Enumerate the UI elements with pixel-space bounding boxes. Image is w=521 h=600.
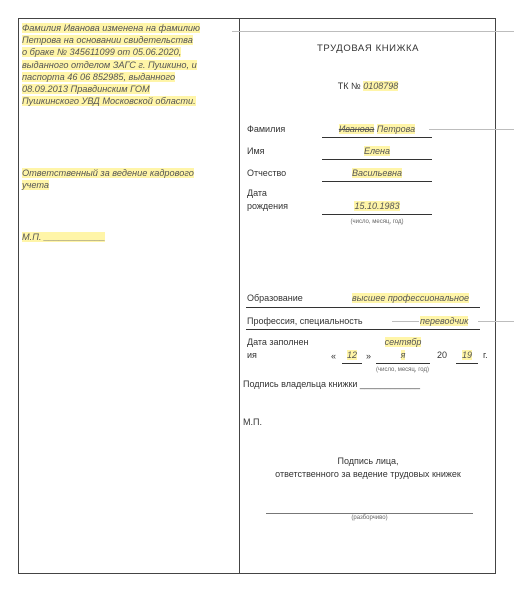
filled-label-line2: ия [247,350,257,360]
profession-value: переводчик [420,316,469,326]
note-line: о браке № 345611099 от 05.06.2020, [22,47,182,58]
filled-year: 19 [461,350,472,360]
profession-value-wrap [420,316,468,326]
surname-old: Иванова [338,124,375,134]
dob-label-line2: рождения [247,201,289,211]
filled-year-wrap [456,350,478,360]
patronymic-underline [322,181,432,182]
left-stamp-place [22,231,234,243]
series-prefix: ТК № [337,81,361,91]
right-mp-text: М.П. [243,417,262,427]
dob-value-wrap [322,201,432,211]
filled-year-prefix: 20 [437,350,448,360]
name-underline [322,159,432,160]
dob-underline [322,214,432,215]
responsible-note [22,167,234,191]
filled-month-line2-wrap [376,350,430,360]
filled-year-suffix: г. [483,350,488,360]
profession-callout-line [478,321,514,322]
profession-label: Профессия, специальность [247,316,363,326]
filled-year-underline [456,363,478,364]
responsible-line: учета [22,180,50,191]
note-line: Фамилия Иванова изменена на фамилию [22,23,200,33]
name-value: Елена [363,146,391,156]
surname-underline [322,137,432,138]
profession-guide-line [392,321,419,322]
patronymic-value-wrap [322,168,432,178]
series-number: 0108798 [363,81,399,91]
dob-hint: (число, месяц, год) [350,219,404,225]
education-value-wrap [341,293,480,303]
filled-month-underline [376,363,430,364]
dob-value: 15.10.1983 [354,201,400,211]
note-line: выданного отделом ЗАГС г. Пушкино, и [22,59,197,70]
filled-day-wrap [342,350,362,360]
responsible-line: Ответственный за ведение кадрового [22,168,194,178]
surname-value [322,124,432,134]
resp-sign-line1: Подпись лица, [337,456,399,466]
resp-signature-line [266,513,473,514]
patronymic-label: Отчество [247,168,287,178]
filled-hint: (число, месяц, год) [376,367,429,373]
surname-label: Фамилия [247,124,286,134]
filled-day: 12 [346,350,357,360]
filled-day-close: » [366,351,372,361]
surname-new: Петрова [376,124,416,134]
filled-month-line1-wrap [376,337,430,347]
note-line: Петрова на основании свидетельства [22,35,193,46]
work-book-title: ТРУДОВАЯ КНИЖКА [316,43,420,54]
page-divider [239,18,240,574]
left-mp-text: М.П. ____________ [22,232,106,242]
filled-month-line1: сентябр [384,337,422,347]
note-callout-line [232,31,514,32]
series-number-line [240,81,496,91]
surname-change-note [22,22,234,107]
filled-month-line2: я [400,350,406,360]
note-line: паспорта 46 06 852985, выданного [22,71,176,82]
resp-sign-line2: ответственного за ведение трудовых книжек [275,469,461,479]
filled-day-underline [342,363,362,364]
profession-underline [246,329,480,330]
name-label: Имя [247,146,265,156]
legible-hint: (разборчиво) [351,515,388,521]
note-line: Пушкинского УВД Московской области. [22,96,196,107]
education-underline [246,307,480,308]
patronymic-value: Васильевна [352,168,402,178]
dob-label-line1: Дата [247,188,267,198]
education-value: высшее профессиональное [352,293,469,303]
name-value-wrap [322,146,432,156]
surname-callout-line [429,129,514,130]
note-line: 08.09.2013 Правдинским ГОМ [22,84,150,95]
filled-label-line1: Дата заполнен [247,337,309,347]
filled-day-open: « [331,351,337,361]
education-label: Образование [247,293,303,303]
owner-signature: Подпись владельца книжки ____________ [243,379,420,389]
